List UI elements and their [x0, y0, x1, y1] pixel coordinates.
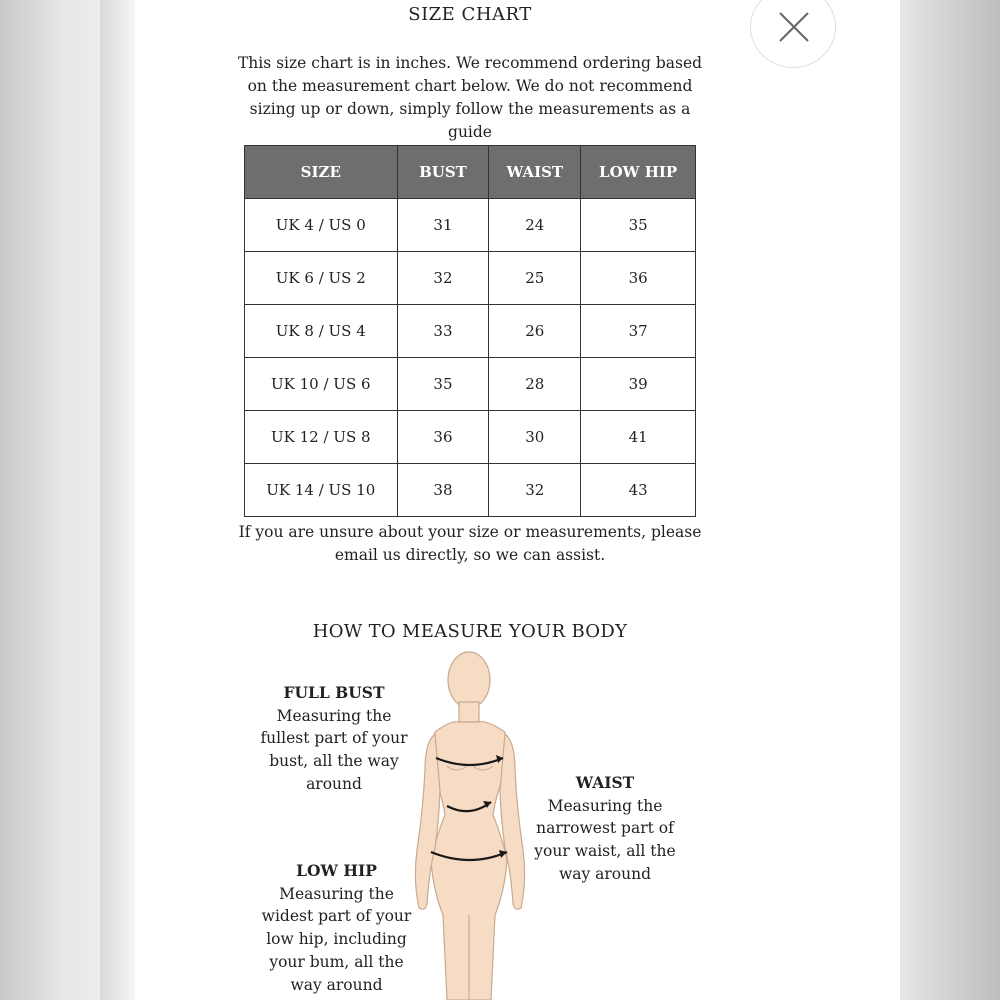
- waist-callout: [525, 772, 685, 886]
- full-bust-line: Measuring the: [276, 706, 392, 725]
- cell-bust: 36: [397, 411, 489, 464]
- cell-waist: 32: [489, 464, 581, 517]
- cell-waist: 28: [489, 358, 581, 411]
- backdrop-right: [900, 0, 1000, 1000]
- full-bust-callout: [254, 682, 414, 796]
- figure-neck: [459, 702, 479, 722]
- cell-low-hip: 35: [581, 199, 696, 252]
- cell-bust: 31: [397, 199, 489, 252]
- low-hip-line: Measuring the: [279, 884, 394, 903]
- header-size: SIZE: [245, 146, 398, 199]
- waist-line: Measuring the: [547, 796, 663, 815]
- cell-waist: 24: [489, 199, 581, 252]
- cell-bust: 38: [397, 464, 489, 517]
- cell-low-hip: 36: [581, 252, 696, 305]
- cell-low-hip: 37: [581, 305, 696, 358]
- low-hip-line: way around: [290, 975, 383, 994]
- cell-waist: 25: [489, 252, 581, 305]
- low-hip-line: low hip, including: [266, 930, 407, 949]
- help-note: If you are unsure about your size or measurements, please email us directly, so we can assist.: [238, 523, 702, 564]
- table-row: [245, 199, 696, 252]
- low-hip-line: widest part of your: [261, 907, 412, 926]
- waist-heading: WAIST: [575, 773, 635, 792]
- close-icon: [776, 9, 812, 45]
- table-row: [245, 464, 696, 517]
- table-row: [245, 305, 696, 358]
- table-row: [245, 411, 696, 464]
- cell-bust: 32: [397, 252, 489, 305]
- figure-head: [448, 652, 490, 708]
- measure-section-title: HOW TO MEASURE YOUR BODY: [312, 621, 628, 642]
- table-header-row: [245, 146, 696, 199]
- cell-size: UK 10 / US 6: [245, 358, 398, 411]
- waist-line: your waist, all the: [534, 842, 676, 861]
- waist-line: narrowest part of: [536, 819, 674, 838]
- low-hip-line: your bum, all the: [269, 952, 404, 971]
- cell-size: UK 6 / US 2: [245, 252, 398, 305]
- modal-title: SIZE CHART: [408, 4, 532, 25]
- cell-size: UK 14 / US 10: [245, 464, 398, 517]
- cell-bust: 35: [397, 358, 489, 411]
- table-row: [245, 358, 696, 411]
- table-row: [245, 252, 696, 305]
- cell-size: UK 12 / US 8: [245, 411, 398, 464]
- header-low-hip: LOW HIP: [581, 146, 696, 199]
- backdrop-left: [100, 0, 135, 1000]
- header-bust: BUST: [397, 146, 489, 199]
- cell-low-hip: 43: [581, 464, 696, 517]
- header-waist: WAIST: [489, 146, 581, 199]
- full-bust-line: bust, all the way: [269, 752, 399, 771]
- size-table: [244, 145, 696, 517]
- low-hip-heading: LOW HIP: [296, 861, 377, 880]
- cell-bust: 33: [397, 305, 489, 358]
- intro-text: This size chart is in inches. We recommend ordering based on the measurement chart below. We do not recommend sizing up or down, simply follow the measurements as a guide: [237, 54, 703, 141]
- cell-low-hip: 39: [581, 358, 696, 411]
- low-hip-callout: [254, 860, 419, 996]
- full-bust-line: around: [306, 774, 362, 793]
- cell-size: UK 4 / US 0: [245, 199, 398, 252]
- cell-low-hip: 41: [581, 411, 696, 464]
- full-bust-heading: FULL BUST: [283, 683, 385, 702]
- cell-waist: 30: [489, 411, 581, 464]
- waist-line: way around: [558, 864, 652, 883]
- cell-size: UK 8 / US 4: [245, 305, 398, 358]
- cell-waist: 26: [489, 305, 581, 358]
- full-bust-line: fullest part of your: [260, 729, 408, 748]
